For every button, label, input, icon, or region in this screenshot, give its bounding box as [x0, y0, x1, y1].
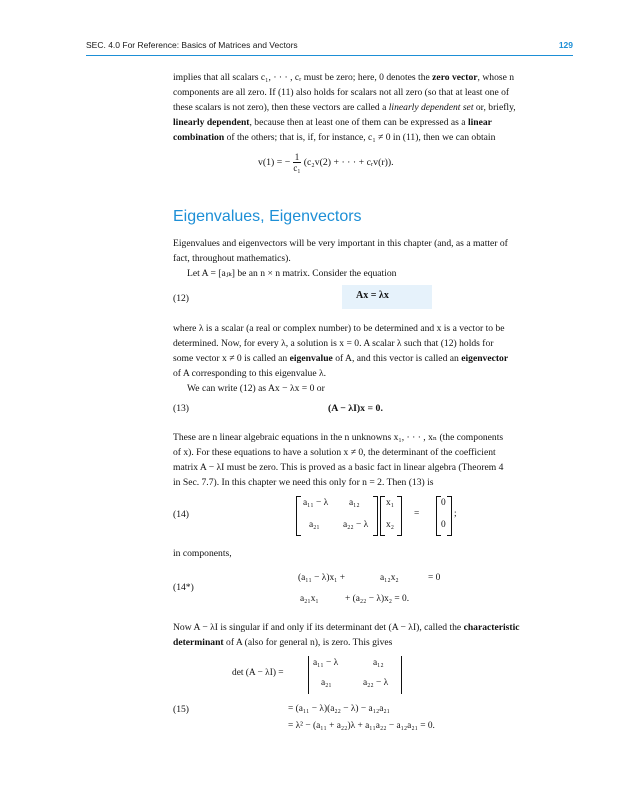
text-line: matrix A − λI must be zero. This is proved as a basic fact in linear algebra (Theorem 4	[173, 462, 504, 473]
equation-number-12: (12)	[173, 293, 189, 304]
paragraph-linear-system	[173, 430, 573, 490]
coefficient-matrix	[296, 496, 378, 536]
equation-term: (a₁₁ − λ)x₁ +	[298, 573, 346, 583]
text-line: some vector x ≠ 0 is called an eigenvalue of A, and this vector is called an eigenvector	[173, 353, 509, 364]
text-line: components are all zero. If (11) also holds for scalars not all zero (so that at least one of	[173, 87, 510, 98]
page-number: 129	[558, 40, 573, 50]
text-line: of x). For these equations to have a solution x ≠ 0, the determinant of the coefficient	[173, 447, 496, 458]
vector-cell: 0	[441, 498, 446, 508]
equation-line: = λ² − (a₁₁ + a₂₂)λ + a₁₁a₂₂ − a₁₂a₂₁ = 0.	[288, 721, 435, 731]
equation-number-14-star: (14*)	[173, 582, 194, 593]
text-line: fact, throughout mathematics).	[173, 253, 291, 264]
text-line: We can write (12) as Ax − λx = 0 or	[187, 383, 325, 394]
equation-13: (A − λI)x = 0.	[328, 403, 383, 414]
vector-cell: x₁	[386, 498, 394, 508]
paragraph-linear-dependence	[173, 70, 573, 145]
text-line: combination of the others; that is, if, for instance, c₁ ≠ 0 in (11), then we can obtain	[173, 132, 496, 143]
equation-term: + (a₂₂ − λ)x₂ = 0.	[345, 594, 410, 604]
equation-12: Ax = λx	[356, 290, 389, 301]
zero-vector	[436, 496, 452, 536]
equation-number-13: (13)	[173, 403, 189, 414]
vector-cell: 0	[441, 520, 446, 530]
equation-line: = (a₁₁ − λ)(a₂₂ − λ) − a₁₂a₂₁	[288, 704, 390, 714]
text-line: Eigenvalues and eigenvectors will be very important in this chapter (and, as a matter of	[173, 238, 508, 249]
text-line: determinant of A (also for general n), is zero. This gives	[173, 637, 393, 648]
equation-number-15: (15)	[173, 704, 189, 715]
text-line: linearly dependent, because then at least one of them can be expressed as a linear	[173, 117, 492, 128]
det-cell: a₁₁ − λ	[313, 658, 339, 668]
text-line: implies that all scalars c₁, · · · , cᵣ must be zero; here, 0 denotes the zero vector, whose n	[173, 72, 515, 83]
determinant	[308, 656, 402, 694]
text-line: These are n linear algebraic equations in the n unknowns x₁, · · · , xₙ (the components	[173, 432, 504, 443]
equation-term: = 0	[428, 573, 441, 583]
paragraph-intro	[173, 236, 573, 281]
paragraph-characteristic	[173, 620, 573, 650]
text-line: in Sec. 7.7). In this chapter we need this only for n = 2. Then (13) is	[173, 477, 434, 488]
text-line: of A corresponding to this eigenvalue λ.	[173, 368, 327, 379]
matrix-cell: a₂₁	[309, 520, 320, 530]
vector-cell: x₂	[386, 520, 394, 530]
semicolon: ;	[454, 509, 457, 519]
equation-12-box	[342, 285, 432, 309]
matrix-cell: a₂₂ − λ	[343, 520, 369, 530]
text-in-components: in components,	[173, 548, 232, 559]
header-rule	[86, 55, 573, 56]
text-line: Now A − λI is singular if and only if its determinant det (A − λI), called the characteristic	[173, 622, 520, 633]
det-lhs: det (A − λI) =	[232, 668, 284, 678]
paragraph-eigen-definition	[173, 321, 573, 396]
text-line: Let A = [aⱼₖ] be an n × n matrix. Consider the equation	[187, 268, 397, 279]
section-heading: Eigenvalues, Eigenvectors	[173, 208, 362, 225]
equation-number-14: (14)	[173, 509, 189, 520]
equation-v1: v(1) = − $\frac{1}{\text{c₁}}$ (c₂v(2) + · · · + cᵣv(r)).	[258, 152, 394, 173]
det-cell: a₂₁	[321, 678, 332, 688]
equals-sign: =	[414, 509, 420, 519]
det-cell: a₂₂ − λ	[363, 678, 389, 688]
det-cell: a₁₂	[373, 658, 384, 668]
section-title: SEC. 4.0 For Reference: Basics of Matrices and Vectors	[86, 40, 298, 50]
fraction: $\frac{1}{\text{c₁}}$	[293, 152, 301, 173]
matrix-cell: a₁₂	[349, 498, 360, 508]
running-header	[86, 40, 573, 54]
matrix-cell: a₁₁ − λ	[303, 498, 329, 508]
equation-term: a₂₁x₁	[300, 594, 319, 604]
equation-term: a₁₂x₂	[380, 573, 399, 583]
unknown-vector	[380, 496, 402, 536]
text-line: determined. Now, for every λ, a solution is x = 0. A scalar λ such that (12) holds for	[173, 338, 494, 349]
text-line: these scalars is not zero), then these vectors are called a linearly dependent set or, briefly,	[173, 102, 516, 113]
text-line: where λ is a scalar (a real or complex number) to be determined and x is a vector to be	[173, 323, 505, 334]
